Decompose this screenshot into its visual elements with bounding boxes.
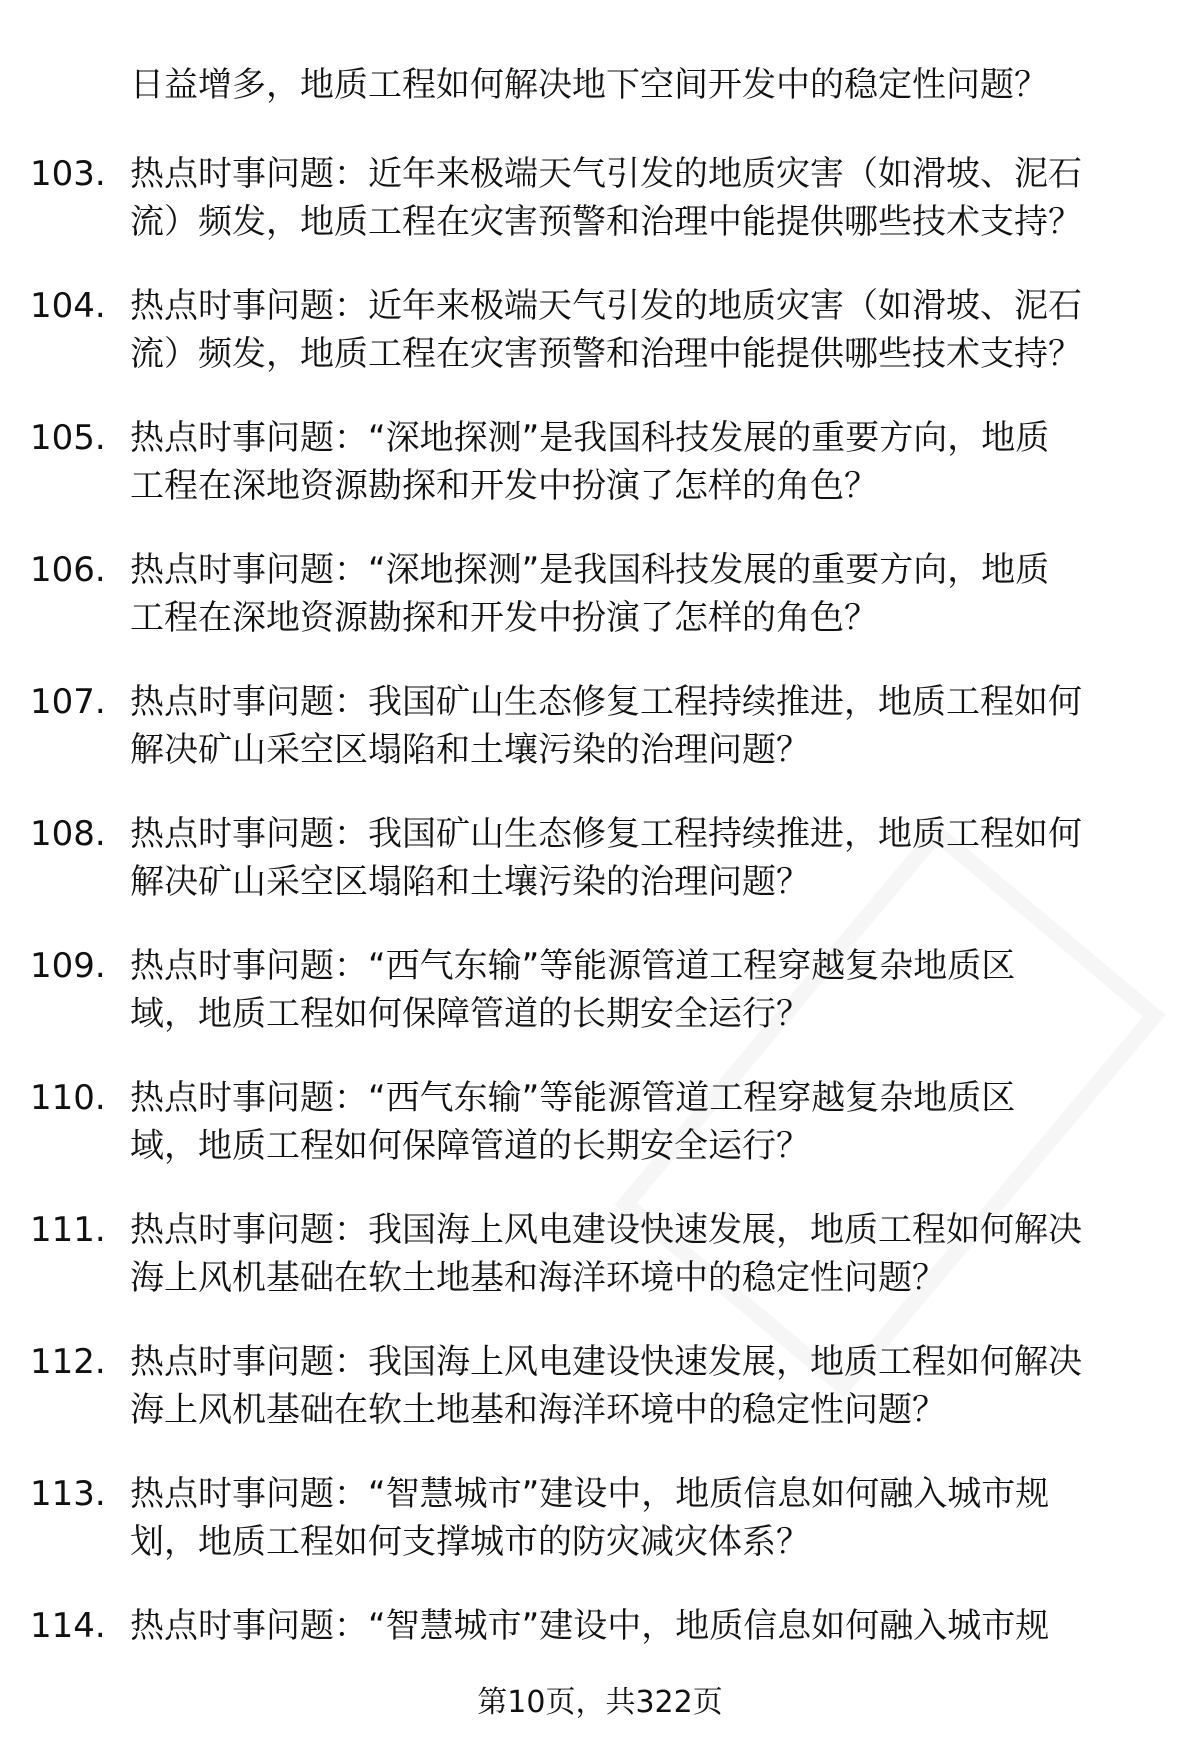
item-number: 112. xyxy=(30,1342,106,1382)
item-number: 113. xyxy=(30,1474,106,1514)
list-item xyxy=(0,1338,1200,1470)
item-number: 103. xyxy=(30,154,106,194)
list-item xyxy=(0,282,1200,414)
list-item xyxy=(0,414,1200,546)
item-number: 104. xyxy=(30,286,106,326)
item-number: 108. xyxy=(30,814,106,854)
item-text: 热点时事问题：近年来极端天气引发的地质灾害（如滑坡、泥石 流）频发，地质工程在灾害预警和治理中能提供哪些技术支持？ xyxy=(130,154,1082,242)
item-text: 热点时事问题：“深地探测”是我国科技发展的重要方向，地质 工程在深地资源勘探和开发中扮演了怎样的角色？ xyxy=(130,418,1050,506)
list-item xyxy=(0,150,1200,282)
item-number: 107. xyxy=(30,682,106,722)
item-text: 热点时事问题：“西气东输”等能源管道工程穿越复杂地质区 域，地质工程如何保障管道的长期安全运行？ xyxy=(130,946,1016,1034)
item-number: 109. xyxy=(30,946,106,986)
list-item xyxy=(0,1470,1200,1602)
item-text: 热点时事问题：“西气东输”等能源管道工程穿越复杂地质区 域，地质工程如何保障管道的长期安全运行？ xyxy=(130,1078,1016,1166)
item-number: 110. xyxy=(30,1078,106,1118)
list-item xyxy=(0,1206,1200,1338)
item-text: 热点时事问题：我国海上风电建设快速发展，地质工程如何解决 海上风机基础在软土地基和海洋环境中的稳定性问题？ xyxy=(130,1342,1082,1430)
item-text: 热点时事问题：我国海上风电建设快速发展，地质工程如何解决 海上风机基础在软土地基和海洋环境中的稳定性问题？ xyxy=(130,1210,1082,1298)
item-number: 114. xyxy=(30,1606,106,1646)
item-text: 热点时事问题：我国矿山生态修复工程持续推进，地质工程如何 解决矿山采空区塌陷和土壤污染的治理问题？ xyxy=(130,682,1082,770)
item-text: 热点时事问题：“智慧城市”建设中，地质信息如何融入城市规 划，地质工程如何支撑城市的防灾减灾体系？ xyxy=(130,1474,1050,1562)
item-text: 热点时事问题：“深地探测”是我国科技发展的重要方向，地质 工程在深地资源勘探和开发中扮演了怎样的角色？ xyxy=(130,550,1050,638)
list-item xyxy=(0,810,1200,942)
list-item xyxy=(0,678,1200,810)
list-item xyxy=(0,546,1200,678)
list-item xyxy=(0,942,1200,1074)
item-number: 111. xyxy=(30,1210,106,1250)
item-number: 106. xyxy=(30,550,106,590)
item-text: 热点时事问题：我国矿山生态修复工程持续推进，地质工程如何 解决矿山采空区塌陷和土壤污染的治理问题？ xyxy=(130,814,1082,902)
item-text: 热点时事问题：近年来极端天气引发的地质灾害（如滑坡、泥石 流）频发，地质工程在灾害预警和治理中能提供哪些技术支持？ xyxy=(130,286,1082,374)
continuation-text: 日益增多，地质工程如何解决地下空间开发中的稳定性问题？ xyxy=(130,65,1048,105)
item-text: 热点时事问题：“智慧城市”建设中，地质信息如何融入城市规 xyxy=(130,1606,1050,1646)
list-item xyxy=(0,1074,1200,1206)
item-number: 105. xyxy=(30,418,106,458)
page-footer: 第10页，共322页 xyxy=(477,1685,723,1720)
question-list xyxy=(0,150,1200,1734)
